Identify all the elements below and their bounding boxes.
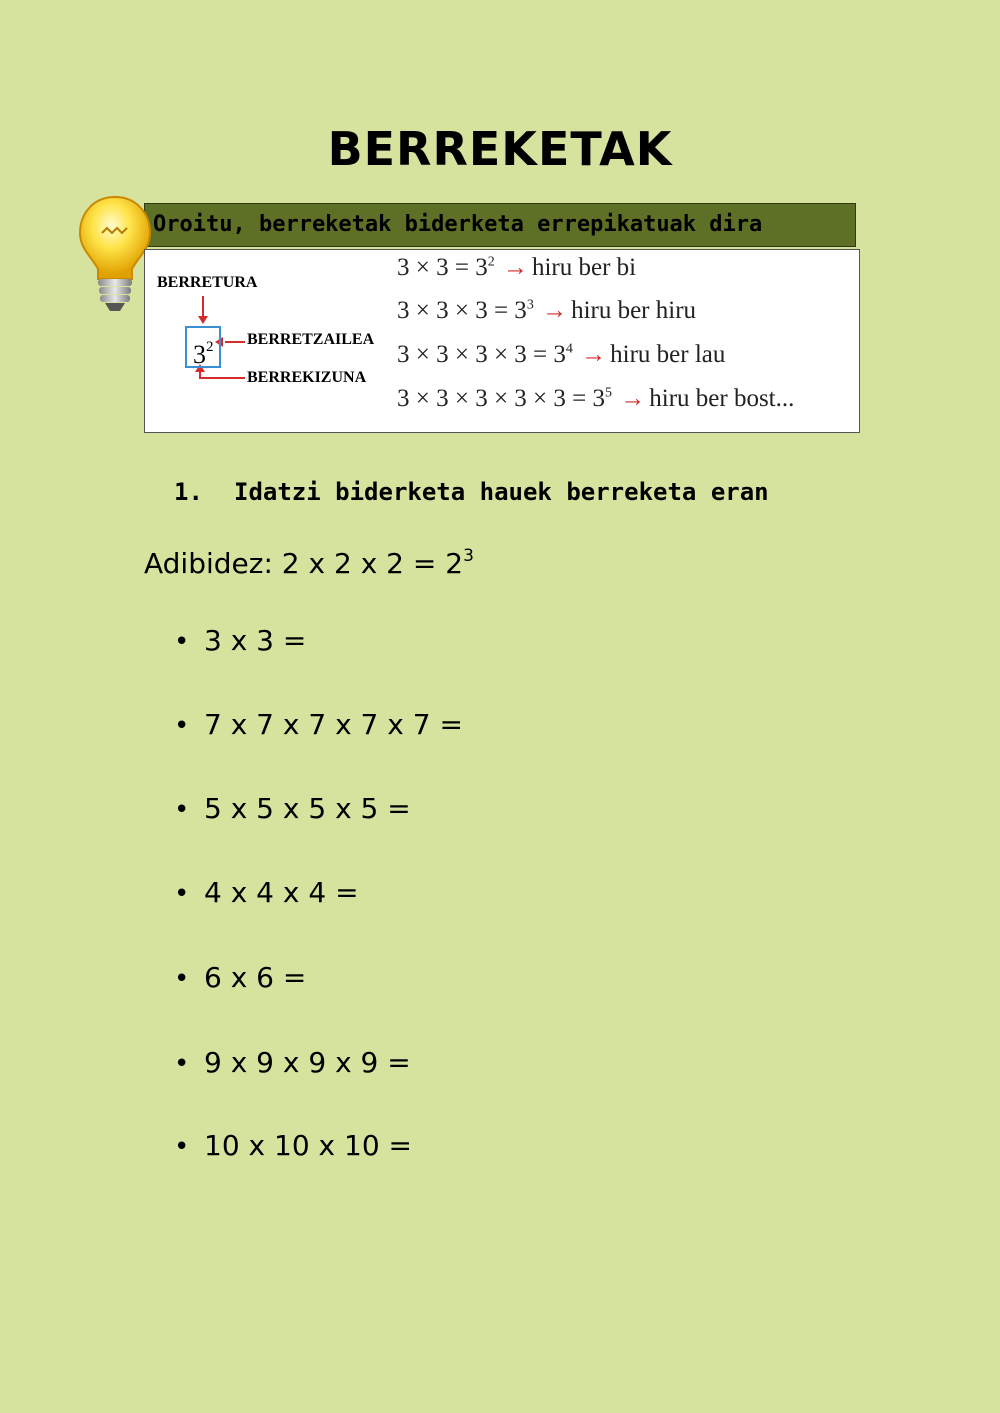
page-title: BERREKETAK bbox=[327, 122, 673, 176]
rule-line: $3 \times 3 \times 3 \times 3 \times 3 = 3^5$ → hiru ber bost... bbox=[397, 385, 795, 412]
power-base: 3 bbox=[193, 340, 206, 369]
reminder-banner: Oroitu, berreketak biderketa errepikatuak dira bbox=[144, 203, 856, 247]
power-example bbox=[185, 326, 221, 368]
exercise-item: • 6 x 6 = bbox=[174, 961, 307, 994]
bullet-icon: • bbox=[174, 879, 190, 909]
question-heading bbox=[174, 478, 769, 506]
rule-line: $3 \times 3 = 3^2$ → hiru ber bi bbox=[397, 254, 637, 281]
question-text: Idatzi biderketa hauek berreketa eran bbox=[234, 478, 769, 506]
bullet-icon: • bbox=[174, 711, 190, 741]
bullet-icon: • bbox=[174, 627, 190, 657]
power-label: BERRETURA bbox=[157, 274, 258, 291]
exponent-label: BERRETZAILEA bbox=[247, 331, 375, 348]
rule-line: $3 \times 3 \times 3 = 3^3$ → hiru ber hiru bbox=[397, 297, 697, 324]
rule-line: $3 \times 3 \times 3 \times 3 = 3^4$ → hiru ber lau bbox=[397, 341, 726, 368]
bullet-icon: • bbox=[174, 1049, 190, 1079]
bullet-icon: • bbox=[174, 1132, 190, 1162]
exercise-item: • 5 x 5 x 5 x 5 = bbox=[174, 792, 411, 825]
exercise-item: • 7 x 7 x 7 x 7 x 7 = bbox=[174, 708, 463, 741]
lightbulb-icon bbox=[76, 193, 154, 315]
base-label: BERREKIZUNA bbox=[247, 369, 367, 386]
exercise-item: • 9 x 9 x 9 x 9 = bbox=[174, 1046, 411, 1079]
exercise-item: • 10 x 10 x 10 = bbox=[174, 1129, 412, 1162]
exercise-item: • 3 x 3 = bbox=[174, 624, 307, 657]
question-number: 1. bbox=[174, 478, 203, 506]
bullet-icon: • bbox=[174, 964, 190, 994]
bullet-icon: • bbox=[174, 795, 190, 825]
example-line bbox=[144, 546, 474, 580]
power-exponent: 2 bbox=[206, 339, 214, 355]
exercise-item: • 4 x 4 x 4 = bbox=[174, 876, 359, 909]
example-exponent: 3 bbox=[463, 546, 474, 566]
example-text: Adibidez: 2 x 2 x 2 = 2 bbox=[144, 547, 464, 580]
power-diagram bbox=[144, 249, 860, 433]
